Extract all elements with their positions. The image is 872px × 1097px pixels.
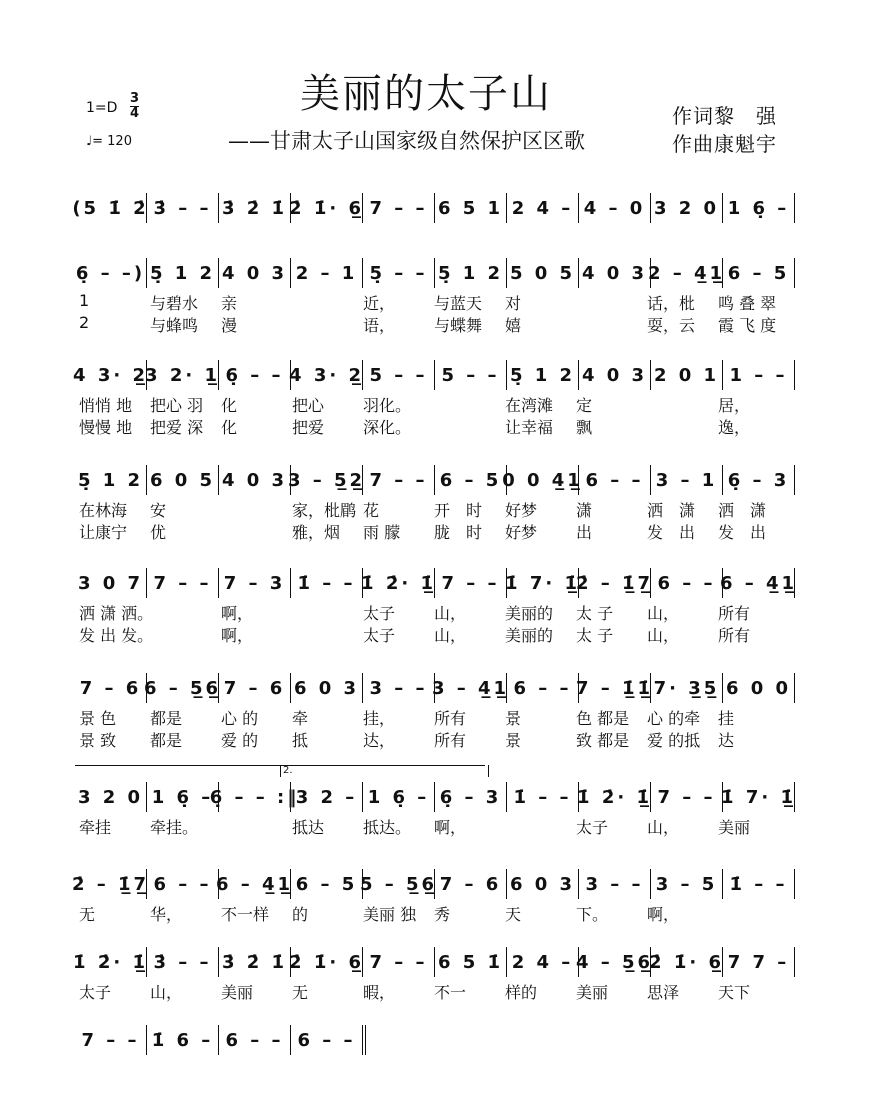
measure: 7 – – <box>363 193 435 223</box>
lyric-syllables <box>430 393 501 416</box>
lyric-syllables: 在湾滩 <box>505 396 554 415</box>
measure: 1̇ 7· 1̲̇ <box>723 782 795 812</box>
lyric-syllables: 太子 <box>363 604 396 623</box>
measure: 2̇ 1̇· 6̲ <box>291 193 363 223</box>
song-title: 美丽的太子山 <box>300 71 552 117</box>
lyric-syllables: 啊， <box>434 818 467 837</box>
measure: 6 – – <box>507 673 579 703</box>
measure: 1̇ 2̇· 1̲̇ <box>75 947 147 977</box>
measure: 1 6̣ – <box>147 782 219 812</box>
lyric-syllables: 所有 <box>718 626 751 645</box>
lyric-line-verse-1 <box>75 393 785 416</box>
lyric-syllables: 天 <box>505 905 522 924</box>
measure: 6 – 5 <box>723 258 795 288</box>
lyric-syllables: 话，枇 <box>647 294 696 313</box>
measure: 6̣ – – :‖ <box>219 782 291 812</box>
measure: 2̇ – 1̲̇7̲ <box>579 568 651 598</box>
lyric-syllables: 啊， <box>647 905 680 924</box>
measure: 6̣ – – <box>219 360 291 390</box>
lyric-syllables: 不一样 <box>221 905 270 924</box>
lyric-line-verse-2 <box>75 520 785 543</box>
measure: 2̇ – 1̲̇7̲ <box>75 869 147 899</box>
measure: 3 2· 1̲ <box>147 360 219 390</box>
lyric-syllables: 好梦 <box>505 501 538 520</box>
lyric-syllables <box>217 815 288 838</box>
measure: 6 – 5̲6̲ <box>147 673 219 703</box>
meter-bottom: 4 <box>130 106 140 121</box>
lyric-syllables <box>643 415 714 438</box>
measure: 6 0 3 <box>291 673 363 703</box>
measure: 7 – – <box>147 568 219 598</box>
measure: 3̇ – – <box>147 193 219 223</box>
lyric-syllables <box>501 815 572 838</box>
lyric-syllables: 太子 <box>363 626 396 645</box>
lyric-syllables: 心 的 <box>221 709 259 728</box>
lyric-syllables <box>288 313 359 336</box>
measure: 6 – 4̲1̲ <box>723 568 795 598</box>
lyric-syllables: 都是 <box>150 731 183 750</box>
lyric-syllables <box>430 415 501 438</box>
lyric-syllables: 太 子 <box>576 604 614 623</box>
lyric-syllables: 鸣 叠 翠 <box>718 294 777 313</box>
lyric-syllables: 牵 <box>292 709 309 728</box>
lyric-syllables: 2 <box>79 313 90 332</box>
lyric-syllables: 山， <box>647 604 680 623</box>
lyric-line-verse-2 <box>75 313 785 336</box>
lyric-syllables: 对 <box>505 294 522 313</box>
lyric-syllables: 发 出 发。 <box>79 626 154 645</box>
lyric-line-verse-1 <box>75 815 785 838</box>
lyric-syllables: 雅，烟 <box>292 523 341 542</box>
lyric-syllables: 啊， <box>221 604 254 623</box>
lyric-syllables: 美丽 <box>718 818 751 837</box>
measure: 7 – – <box>363 465 435 495</box>
measure: 5̣ 1 2 <box>435 258 507 288</box>
measure: 7 – – <box>363 947 435 977</box>
measure: (5 1̇ 2̇ <box>75 193 147 223</box>
measure: 5̣ 1 2 <box>507 360 579 390</box>
measure: 6 – 5 <box>291 869 363 899</box>
lyric-syllables: 让康宁 <box>79 523 128 542</box>
lyric-syllables: 让幸福 <box>505 418 554 437</box>
measure: 7 – 6 <box>219 673 291 703</box>
lyric-line-verse-1 <box>75 498 785 521</box>
lyric-syllables: 抵达 <box>292 818 325 837</box>
lyric-syllables: 思泽 <box>647 983 680 1002</box>
staff-row <box>75 947 795 977</box>
lyric-syllables: 山， <box>647 626 680 645</box>
staff-row <box>75 568 798 598</box>
lyric-syllables: 嬉 <box>505 316 522 335</box>
lyric-syllables: 在林海 <box>79 501 128 520</box>
measure: 5 0 5 <box>507 258 579 288</box>
measure: 6 5 1̇ <box>435 947 507 977</box>
lyric-syllables: 美丽 <box>221 983 254 1002</box>
lyric-syllables: 挂， <box>363 709 396 728</box>
measure: 3̇ 2̇ 1̇ <box>219 193 291 223</box>
lyric-syllables: 逸， <box>718 418 751 437</box>
measure: 3 2 – <box>291 782 363 812</box>
lyric-syllables: 太子 <box>576 818 609 837</box>
key-signature: 1=D <box>86 100 118 116</box>
lyric-syllables: 山， <box>434 626 467 645</box>
lyric-syllables: 美丽的 <box>505 626 554 645</box>
measure: 7· 3̲5̲ <box>651 673 723 703</box>
measure: 3 – 5 <box>651 869 723 899</box>
measure: 7 – 1̲̇1̲̇ <box>579 673 651 703</box>
measure: 4 0 3 <box>579 360 651 390</box>
lyric-syllables: 1 <box>79 291 90 310</box>
lyric-syllables: 天下 <box>718 983 751 1002</box>
measure: 1̇ 2̇· 1̲̇ <box>579 782 651 812</box>
measure: 1̇ – – <box>291 568 363 598</box>
lyric-syllables: 山， <box>150 983 183 1002</box>
lyric-syllables: 下。 <box>576 905 609 924</box>
lyric-syllables: 把心 <box>292 396 325 415</box>
lyric-syllables: 与蜂鸣 <box>150 316 199 335</box>
lyric-syllables <box>146 601 217 624</box>
lyric-syllables <box>146 623 217 646</box>
measure: 6 0 5 <box>147 465 219 495</box>
staff-row <box>72 193 795 223</box>
measure: 1̇ 6 – <box>147 1025 219 1055</box>
measure: 4 0 3 <box>219 465 291 495</box>
measure: 6 – – <box>579 465 651 495</box>
measure: 5 – 5̲6̲ <box>363 869 435 899</box>
lyric-syllables: 发 出 <box>647 523 696 542</box>
measure: 6 – 4̲1̲ <box>219 869 291 899</box>
measure: 2 4 – <box>507 193 579 223</box>
lyric-syllables: 爱 的 <box>221 731 259 750</box>
measure: 7 – – <box>435 568 507 598</box>
lyric-syllables: 洒 潇 <box>718 501 767 520</box>
lyric-syllables: 景 <box>505 709 522 728</box>
lyric-syllables: 的 <box>292 905 309 924</box>
lyric-syllables: 把爱 深 <box>150 418 204 437</box>
measure: 1̇ – – <box>507 782 579 812</box>
lyric-syllables: 挂 <box>718 709 735 728</box>
measure: 2 0 1 <box>651 360 723 390</box>
measure: 4 – 0 <box>579 193 651 223</box>
lyric-syllables: 家，枇鹛 <box>292 501 357 520</box>
lyric-syllables: 牵挂。 <box>150 818 199 837</box>
lyric-syllables: 无 <box>79 905 96 924</box>
measure: 7 – 6 <box>75 673 147 703</box>
lyric-syllables: 不一 <box>434 983 467 1002</box>
lyric-syllables: 化 <box>221 396 238 415</box>
measure: 6 0 0 <box>723 673 795 703</box>
measure: 7 – – <box>651 782 723 812</box>
measure: 2 – 1 <box>291 258 363 288</box>
lyric-syllables: 安 <box>150 501 167 520</box>
measure: 1 6̣ – <box>723 193 795 223</box>
measure: 5̣ 1 2 <box>147 258 219 288</box>
measure: 1̇ 2̇· 1̲̇ <box>363 568 435 598</box>
lyric-syllables <box>288 601 359 624</box>
measure: 5 – – <box>363 360 435 390</box>
measure: 4 0 3 <box>219 258 291 288</box>
measure: 1 – – <box>723 360 795 390</box>
lyric-syllables: 与蓝天 <box>434 294 483 313</box>
lyric-line-verse-1 <box>75 291 785 314</box>
lyric-syllables: 优 <box>150 523 167 542</box>
measure: 6 – – <box>291 1025 366 1055</box>
song-subtitle: ——甘肃太子山国家级自然保护区区歌 <box>228 129 585 153</box>
lyric-syllables <box>288 291 359 314</box>
lyric-syllables: 胧 时 <box>434 523 483 542</box>
lyric-syllables: 悄悄 地 <box>79 396 133 415</box>
lyric-line-verse-2 <box>75 623 785 646</box>
lyric-syllables: 暇， <box>363 983 396 1002</box>
measure: 3̇ 2̇ 1̇ <box>219 947 291 977</box>
measure: 3 – – <box>363 673 435 703</box>
lyric-syllables: 色 都是 <box>576 709 630 728</box>
lyric-syllables: 飘 <box>576 418 593 437</box>
lyric-syllables <box>714 902 785 925</box>
lyric-syllables: 样的 <box>505 983 538 1002</box>
lyric-syllables: 啊， <box>221 626 254 645</box>
lyric-syllables: 景 致 <box>79 731 117 750</box>
measure: 3 – 5̲2̲ <box>291 465 363 495</box>
lyric-syllables: 山， <box>647 818 680 837</box>
measure: 3 2 0 <box>651 193 723 223</box>
staff-row <box>75 465 795 495</box>
meter-top: 3 <box>130 91 140 106</box>
lyric-syllables: 所有 <box>434 709 467 728</box>
lyric-syllables: 致 都是 <box>576 731 630 750</box>
lyric-syllables: 把爱 <box>292 418 325 437</box>
measure: 5̣ – – <box>363 258 435 288</box>
staff-row <box>75 782 795 812</box>
measure: 2̇ 1̇· 6̲ <box>291 947 363 977</box>
composer-credit: 作曲康魁宇 <box>672 132 777 156</box>
measure: 0 0 4̲1̲ <box>507 465 579 495</box>
lyric-syllables: 化 <box>221 418 238 437</box>
lyric-syllables: 都是 <box>150 709 183 728</box>
lyric-syllables: 美丽 <box>576 983 609 1002</box>
measure: 5 – – <box>435 360 507 390</box>
lyric-syllables: 耍，云 <box>647 316 696 335</box>
lyric-syllables: 定 <box>576 396 593 415</box>
measure: 6 – 5 <box>435 465 507 495</box>
lyric-syllables: 心 的牵 <box>647 709 701 728</box>
lyric-syllables: 太子 <box>79 983 112 1002</box>
lyric-syllables: 开 时 <box>434 501 483 520</box>
tempo-marking: ♩= 120 <box>86 134 132 149</box>
measure: 2 4 – <box>507 947 579 977</box>
lyric-syllables: 所有 <box>718 604 751 623</box>
lyric-syllables: 与蝶舞 <box>434 316 483 335</box>
measure: 4 3· 2̲ <box>75 360 147 390</box>
lyric-syllables: 无 <box>292 983 309 1002</box>
lyric-syllables: 把心 羽 <box>150 396 204 415</box>
measure: 6 5 1 <box>435 193 507 223</box>
time-signature <box>130 92 139 121</box>
lyric-syllables <box>572 291 643 314</box>
lyric-line-verse-1 <box>75 601 785 624</box>
lyric-syllables: 花 <box>363 501 380 520</box>
lyric-syllables: 抵 <box>292 731 309 750</box>
lyric-syllables: 发 出 <box>718 523 767 542</box>
lyric-syllables: 好梦 <box>505 523 538 542</box>
lyric-syllables: 与碧水 <box>150 294 199 313</box>
lyric-syllables: 抵达。 <box>363 818 412 837</box>
measure: 2̇ 1̇· 6̲ <box>651 947 723 977</box>
lyric-line-verse-1 <box>75 706 785 729</box>
lyric-syllables <box>572 313 643 336</box>
lyric-line-verse-1 <box>75 902 785 925</box>
lyric-syllables: 景 色 <box>79 709 117 728</box>
lyric-syllables: 深化。 <box>363 418 412 437</box>
measure: 6 – – <box>651 568 723 598</box>
lyric-syllables <box>217 498 288 521</box>
lyric-syllables: 太 子 <box>576 626 614 645</box>
lyric-syllables: 语， <box>363 316 396 335</box>
volta-bracket-2: 2. <box>280 765 489 777</box>
lyric-syllables: 潇 <box>576 501 593 520</box>
lyric-line-verse-1 <box>75 980 785 1003</box>
lyric-syllables: 华， <box>150 905 183 924</box>
staff-row <box>75 673 795 703</box>
measure: 4 – 5̲6̲ <box>579 947 651 977</box>
lyric-syllables: 漫 <box>221 316 238 335</box>
lyric-syllables: 景 <box>505 731 522 750</box>
measure: 6 – – <box>219 1025 291 1055</box>
measure: 4 3· 2̲ <box>291 360 363 390</box>
lyric-syllables <box>217 520 288 543</box>
lyric-syllables: 达， <box>363 731 396 750</box>
lyric-syllables: 爱 的抵 <box>647 731 701 750</box>
measure: 7 – – <box>75 1025 147 1055</box>
lyricist-credit: 作词黎 强 <box>672 104 777 128</box>
measure: 3 – – <box>579 869 651 899</box>
measure: 7 7 – <box>723 947 795 977</box>
measure: 3̇ – – <box>147 947 219 977</box>
lyric-syllables: 美丽 独 <box>363 905 417 924</box>
measure: 6 – – <box>147 869 219 899</box>
staff-row <box>75 258 795 288</box>
lyric-syllables: 山， <box>434 604 467 623</box>
measure: 7 – 6 <box>435 869 507 899</box>
lyric-syllables: 达 <box>718 731 735 750</box>
lyric-syllables: 慢慢 地 <box>79 418 133 437</box>
measure: 6̣ – 3 <box>723 465 795 495</box>
lyric-syllables <box>643 393 714 416</box>
lyric-syllables: 居， <box>718 396 751 415</box>
measure: 3 – 1 <box>651 465 723 495</box>
lyric-syllables: 洒 潇 <box>647 501 696 520</box>
measure: 1̇ – – <box>723 869 795 899</box>
staff-row <box>75 1025 366 1055</box>
lyric-syllables: 出 <box>576 523 593 542</box>
lyric-syllables: 所有 <box>434 731 467 750</box>
lyric-syllables: 亲 <box>221 294 238 313</box>
lyric-syllables: 羽化。 <box>363 396 412 415</box>
staff-row <box>71 869 795 899</box>
measure: 7 – 3 <box>219 568 291 598</box>
lyric-syllables: 雨 朦 <box>363 523 401 542</box>
lyric-syllables: 秀 <box>434 905 451 924</box>
lyric-line-verse-2 <box>75 728 785 751</box>
measure: 6̣ – 3 <box>435 782 507 812</box>
measure: 5̣ 1 2 <box>75 465 147 495</box>
lyric-syllables: 近， <box>363 294 396 313</box>
lyric-syllables <box>288 623 359 646</box>
measure: 3 2 0 <box>75 782 147 812</box>
measure: 3 – 4̲1̲ <box>435 673 507 703</box>
lyric-syllables: 美丽的 <box>505 604 554 623</box>
measure: 6 0 3 <box>507 869 579 899</box>
lyric-syllables: 牵挂 <box>79 818 112 837</box>
measure: 3 0 7 <box>75 568 147 598</box>
measure: 1 6̣ – <box>363 782 435 812</box>
measure: 1̇ 7· 1̲̇ <box>507 568 579 598</box>
lyric-line-verse-2 <box>75 415 785 438</box>
lyric-syllables: 霞 飞 度 <box>718 316 777 335</box>
measure: 4 0 3 <box>579 258 651 288</box>
lyric-syllables: 洒 潇 洒。 <box>79 604 154 623</box>
measure: 6̣ – –) <box>75 258 147 288</box>
measure: 2 – 4̲1̲ <box>651 258 723 288</box>
staff-row <box>75 360 795 390</box>
